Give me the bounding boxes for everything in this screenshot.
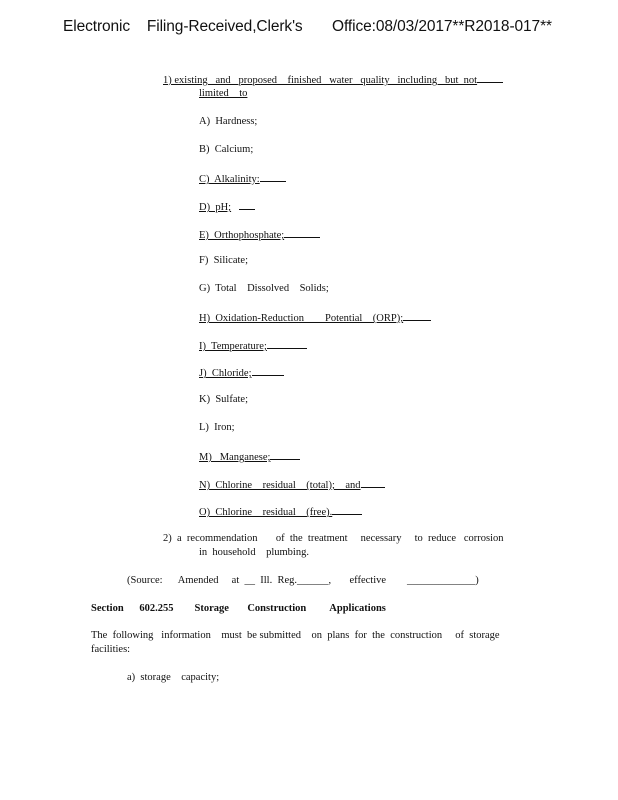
paragraph-line-2: facilities: [91,644,131,655]
subitem-b: B) Calcium; [199,144,254,155]
subitem-o: O) Chlorine residual (free). [199,505,362,518]
subitem-d: D) pH; [199,200,255,213]
item-1-line-1: 1) existing and proposed finished water quality including but not [163,73,503,86]
subitem-m: M) Manganese; [199,450,300,463]
subitem-c: C) Alkalinity: [199,172,286,185]
subitem-j: J) Chloride; [199,366,284,379]
source-note: (Source: Amended at __ Ill. Reg.______, effective _____________) [127,575,479,586]
electronic-filing-header: Electronic Filing-Received,Clerk's Office:08/03/2017**R2018-017** [63,18,552,35]
subitem-f: F) Silicate; [199,255,248,266]
subitem-h: H) Oxidation-Reduction Potential (ORP); [199,311,431,324]
subitem-l: L) Iron; [199,422,235,433]
subitem-n: N) Chlorine residual (total); and [199,478,385,491]
subitem-a: A) Hardness; [199,116,258,127]
item-2-line-2: in household plumbing. [199,547,309,558]
subitem-k: K) Sulfate; [199,394,248,405]
item-2-line-1: 2) a recommendation of the treatment necessary to reduce corrosion [163,533,504,544]
section-heading: Section 602.255 Storage Construction Applications [91,603,386,614]
item-1-line-2: limited to [199,88,248,99]
paragraph-line-1: The following information must be submitted on plans for the construction of storage [91,630,500,641]
subitem-i: I) Temperature; [199,339,307,352]
item-a-storage-capacity: a) storage capacity; [127,672,220,683]
subitem-e: E) Orthophosphate; [199,228,320,241]
subitem-g: G) Total Dissolved Solids; [199,283,329,294]
